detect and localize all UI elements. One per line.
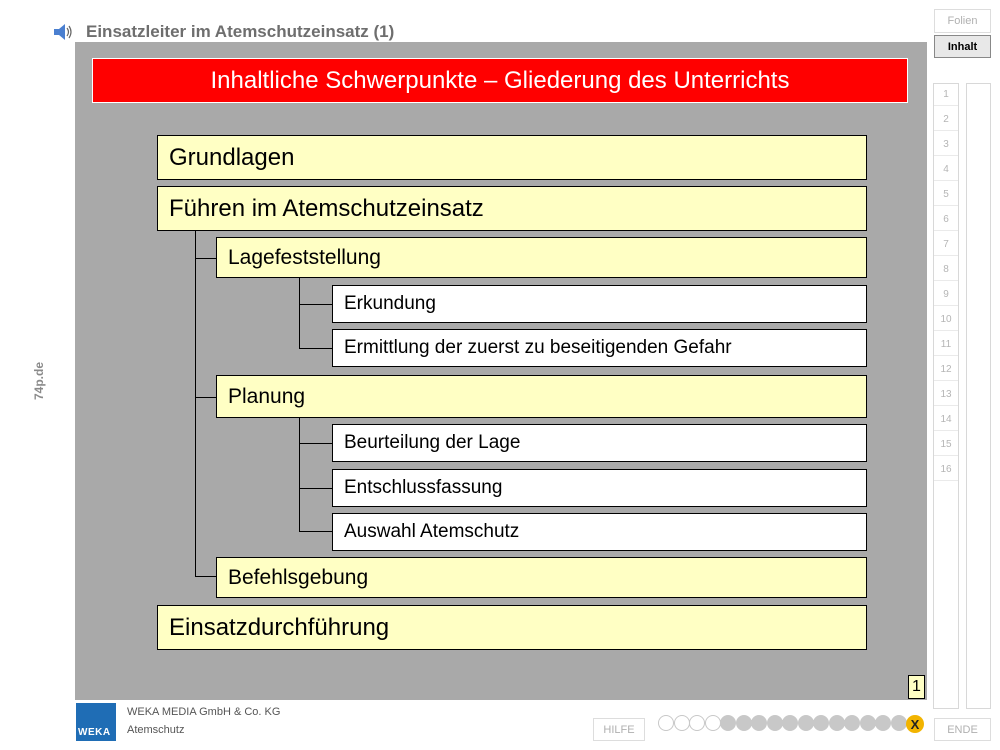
scrollbar-track[interactable] xyxy=(966,83,991,709)
progress-dot xyxy=(674,715,690,731)
tree-line-branch-beurteilung xyxy=(299,443,332,444)
outline-item-entschluss: Entschlussfassung xyxy=(332,469,867,507)
tree-line-planung xyxy=(299,418,300,532)
outline-item-erkundung: Erkundung xyxy=(332,285,867,323)
tree-line-lagefeststellung xyxy=(299,278,300,349)
slide-number-item[interactable]: 8 xyxy=(934,259,958,281)
slide-number-item[interactable]: 5 xyxy=(934,184,958,206)
slide-number-item[interactable]: 9 xyxy=(934,284,958,306)
course-subject: Atemschutz xyxy=(127,724,185,736)
company-name: WEKA MEDIA GmbH & Co. KG xyxy=(127,706,281,718)
tree-line-branch-entschluss xyxy=(299,488,332,489)
slide-canvas xyxy=(75,42,927,700)
slide-header: Inhaltliche Schwerpunkte – Gliederung des Unterrichts xyxy=(92,58,908,103)
slide-number-item[interactable]: 10 xyxy=(934,309,958,331)
slide-number-item[interactable]: 16 xyxy=(934,459,958,481)
progress-dot xyxy=(736,715,752,731)
outline-item-befehlsgebung: Befehlsgebung xyxy=(216,557,867,598)
tree-line-branch-auswahl xyxy=(299,531,332,532)
slide-number-item[interactable]: 2 xyxy=(934,109,958,131)
progress-dot xyxy=(891,715,907,731)
side-logo xyxy=(26,356,52,406)
weka-logo xyxy=(76,703,116,741)
slide-page-number: 1 xyxy=(908,675,925,699)
progress-dot xyxy=(829,715,845,731)
speaker-icon[interactable] xyxy=(52,21,74,43)
ende-button[interactable]: ENDE xyxy=(934,718,991,741)
slide-number-item[interactable]: 14 xyxy=(934,409,958,431)
slide-number-item[interactable]: 15 xyxy=(934,434,958,456)
slide-number-item[interactable]: 7 xyxy=(934,234,958,256)
progress-dot xyxy=(751,715,767,731)
outline-item-beurteilung: Beurteilung der Lage xyxy=(332,424,867,462)
slide-number-item[interactable]: 6 xyxy=(934,209,958,231)
progress-dot xyxy=(844,715,860,731)
window-title: Einsatzleiter im Atemschutzeinsatz (1) xyxy=(86,22,395,41)
slide-number-item[interactable]: 12 xyxy=(934,359,958,381)
slide-number-item[interactable]: 4 xyxy=(934,159,958,181)
close-button[interactable]: X xyxy=(906,715,924,733)
hilfe-button[interactable]: HILFE xyxy=(593,718,645,741)
outline-item-einsatzdurchfuehrung: Einsatzdurchführung xyxy=(157,605,867,650)
folien-button[interactable]: Folien xyxy=(934,9,991,33)
progress-dot xyxy=(720,715,736,731)
tree-line-branch-ermittlung xyxy=(299,348,332,349)
progress-dot xyxy=(813,715,829,731)
tree-line-branch-lagefeststellung xyxy=(195,258,216,259)
outline-item-lagefeststellung: Lagefeststellung xyxy=(216,237,867,278)
slide-number-item[interactable]: 13 xyxy=(934,384,958,406)
slide-number-item[interactable]: 3 xyxy=(934,134,958,156)
progress-dot xyxy=(860,715,876,731)
inhalt-button[interactable]: Inhalt xyxy=(934,35,991,58)
slide-number-item[interactable]: 1 xyxy=(934,84,958,106)
outline-item-auswahl: Auswahl Atemschutz xyxy=(332,513,867,551)
progress-dot xyxy=(767,715,783,731)
progress-dot xyxy=(658,715,674,731)
weka-logo-text: WEKA xyxy=(78,727,111,738)
side-logo-text: 74p.de xyxy=(32,361,46,401)
tree-line-branch-planung xyxy=(195,397,216,398)
progress-dot xyxy=(689,715,705,731)
outline-item-ermittlung: Ermittlung der zuerst zu beseitigenden Gefahr xyxy=(332,329,867,367)
slide-number-item[interactable]: 11 xyxy=(934,334,958,356)
progress-dot xyxy=(875,715,891,731)
tree-line-branch-befehlsgebung xyxy=(195,576,216,577)
outline-item-fuehren: Führen im Atemschutzeinsatz xyxy=(157,186,867,231)
tree-line-level1 xyxy=(195,231,196,576)
outline-item-grundlagen: Grundlagen xyxy=(157,135,867,180)
progress-dot xyxy=(798,715,814,731)
progress-dot xyxy=(782,715,798,731)
slide-number-list xyxy=(933,83,959,709)
progress-dot xyxy=(705,715,721,731)
outline-item-planung: Planung xyxy=(216,375,867,418)
tree-line-branch-erkundung xyxy=(299,304,332,305)
